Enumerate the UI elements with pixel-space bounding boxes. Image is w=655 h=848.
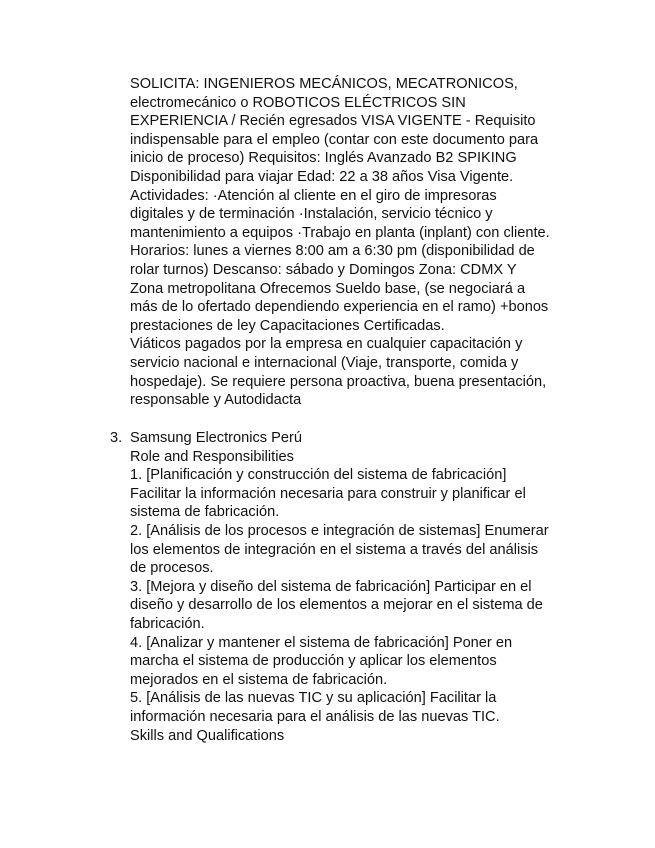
text-line: mejorados en el sistema de fabricación. — [130, 671, 388, 688]
text-line: de procesos. — [130, 560, 214, 577]
text-line: fabricación. — [130, 615, 205, 632]
text-line: información necesaria para el análisis de las nuevas TIC. — [130, 708, 500, 725]
text-line: Skills and Qualifications — [130, 727, 285, 744]
text-line: 1. [Planificación y construcción del sistema de fabricación] — [130, 467, 507, 484]
text-line: sistema de fabricación. — [130, 504, 280, 521]
text-line: Zona metropolitana Ofrecemos Sueldo base, (se negociará a — [130, 280, 526, 297]
text-line: prestaciones de ley Capacitaciones Certificadas. — [130, 317, 445, 334]
text-line: más de lo ofertado dependiendo experiencia en el ramo) +bonos — [130, 299, 549, 316]
text-line: hospedaje). Se requiere persona proactiva, buena presentación, — [130, 373, 547, 390]
text-line: Viáticos pagados por la empresa en cualquier capacitación y — [130, 336, 523, 353]
text-line: 5. [Análisis de las nuevas TIC y su aplicación] Facilitar la — [130, 690, 497, 707]
text-line: mantenimiento a equipos ·Trabajo en planta (inplant) con cliente. — [130, 224, 550, 241]
text-line: Actividades: ·Atención al cliente en el giro de impresoras — [130, 187, 497, 204]
text-line: diseño y desarrollo de los elementos a mejorar en el sistema de — [130, 597, 543, 614]
list-item-body — [130, 429, 580, 745]
text-line: digitales y de terminación ·Instalación, servicio técnico y — [130, 206, 493, 223]
text-line: Horarios: lunes a viernes 8:00 am a 6:30 pm (disponibilidad de — [130, 243, 535, 260]
text-line: 3. [Mejora y diseño del sistema de fabricación] Participar en el — [130, 578, 532, 595]
text-line: indispensable para el empleo (contar con este documento para — [130, 131, 539, 148]
company-name: Samsung Electronics Perú — [130, 430, 302, 446]
text-line: SOLICITA: INGENIEROS MECÁNICOS, MECATRONICOS, — [130, 76, 518, 92]
list-number: 3. — [110, 430, 123, 446]
text-line: responsable y Autodidacta — [130, 392, 302, 409]
text-line: Facilitar la información necesaria para construir y planificar el — [130, 485, 526, 502]
text-line: los elementos de integración en el sistema a través del análisis — [130, 541, 539, 558]
text-line: marcha el sistema de producción y aplicar los elementos — [130, 653, 497, 670]
text-line: inicio de proceso) Requisitos: Inglés Avanzado B2 SPIKING — [130, 150, 517, 167]
text-line: EXPERIENCIA / Recién egresados VISA VIGENTE - Requisito — [130, 113, 536, 130]
text-line: rolar turnos) Descanso: sábado y Domingos Zona: CDMX Y — [130, 261, 517, 278]
text-line: 2. [Análisis de los procesos e integración de sistemas] Enumerar — [130, 522, 549, 539]
text-line: Role and Responsibilities — [130, 448, 294, 465]
text-line: 4. [Analizar y mantener el sistema de fabricación] Poner en — [130, 634, 513, 651]
text-line: electromecánico o ROBOTICOS ELÉCTRICOS SIN — [130, 94, 466, 111]
text-line: Disponibilidad para viajar Edad: 22 a 38 años Visa Vigente. — [130, 168, 514, 185]
text-line: servicio nacional e internacional (Viaje, transporte, comida y — [130, 354, 519, 371]
job-description-intro — [130, 75, 570, 410]
